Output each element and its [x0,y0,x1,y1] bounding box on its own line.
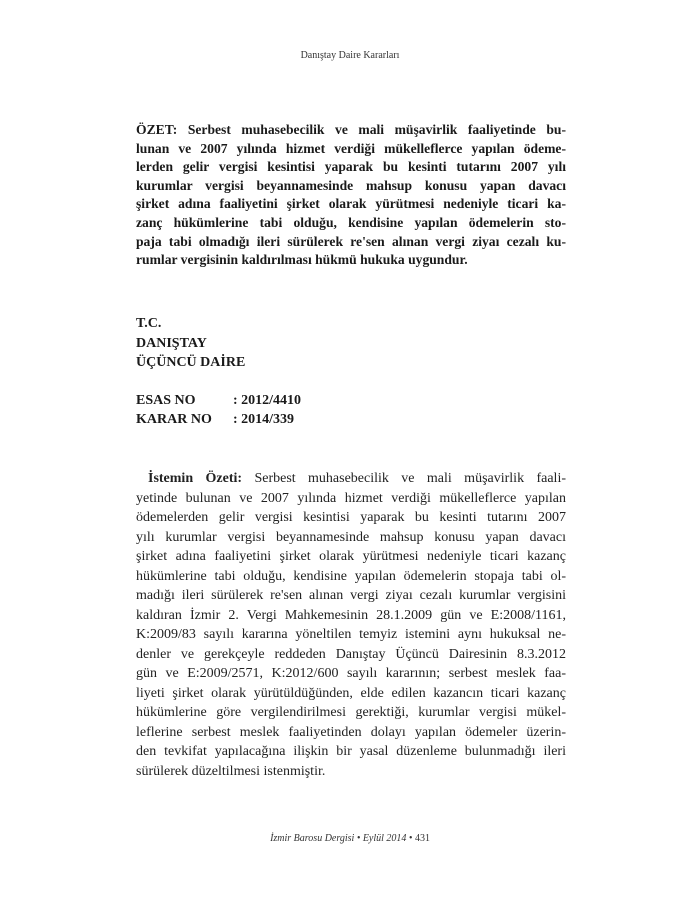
text-line: hükümlerine tabi olduğu, kendisine yapılan ödemelerin stopaja tabi ol- [136,568,566,584]
text-line: madığı ileri sürülerek re'sen alınan vergi ziyaı cezalı kurumlar vergisini [136,588,566,603]
court-heading [136,314,566,373]
summary-paragraph [136,121,566,270]
text-line: kaldıran İzmir 2. Vergi Mahkemesinin 28.1.2009 gün ve E:2008/1161, [136,607,566,623]
text-line: lerden gelir vergisi kesintisi yaparak bu kesinti tutarını 2007 yılı [136,159,566,175]
esas-label: ESAS NO [136,393,196,408]
text-line: rumlar vergisinin kaldırılması hükmü hukuka uygundur. [136,252,468,268]
text-line: zanç hükümlerine tabi olduğu, kendisine yapılan ödemelerin sto- [136,214,566,230]
text-line [136,469,566,489]
text-line: hükümlerine göre vergilendirilmesi gerektiği, kurumlar vergisi mükel- [136,705,566,720]
text-line: kurumlar vergisi beyannamesinde mahsup konusu yapan davacı [136,177,566,193]
text-line: sürülerek düzeltilmesi istenmiştir. [136,763,326,779]
page-footer [0,833,700,844]
text-line: paja tabi olmadığı ileri sürülerek re'sen alınan vergi ziyaı cezalı ku- [136,233,566,249]
page-number: 431 [414,833,430,844]
text-line: leflerine serbest meslek faaliyetinden dolayı yapılan ödemeler üzerin- [136,724,566,740]
text-line: şirket adına faaliyetini şirket olarak yürütmesi nedeniyle ticari ka- [136,196,566,212]
court-line-daire: ÜÇÜNCÜ DAİRE [136,355,246,370]
journal-name: İzmir Barosu Dergisi • Eylül 2014 • [270,833,413,844]
text-line: yetinde bulunan ve 2007 yılında hizmet verdiği mükelleflerce yapılan [136,490,566,506]
lead-text: Serbest muhasebecilik ve mali müşavirlik faali- [242,471,566,486]
lead-label: İstemin Özeti: [148,471,243,486]
karar-label: KARAR NO [136,412,212,427]
case-numbers [136,391,566,429]
court-line-danistay: DANIŞTAY [136,335,207,351]
text-line: lunan ve 2007 yılında hizmet verdiği mükelleflerce yapılan ödeme- [136,140,566,156]
text-line: liyeti şirket olarak yürütüldüğünden, elde edilen kazancın ticari kazanç [136,685,566,701]
running-header: Danıştay Daire Kararları [300,50,400,61]
karar-value: : 2014/339 [233,412,295,427]
text-line: den tevkifat yapılacağına ilişkin bir yasal düzenleme bulunmadığı ileri [136,744,566,759]
text-line: K:2009/83 sayılı kararına yöneltilen temyiz istemini aynı hukuksal ne- [136,627,566,642]
esas-value: : 2012/4410 [233,393,302,408]
text-line: yılı kurumlar vergisi beyannamesinde mahsup konusu yapan davacı [136,529,566,545]
text-line: şirket adına faaliyetini şirket olarak yürütmesi nedeniyle ticari kazanç [136,549,566,564]
court-line-tc: T.C. [136,316,162,331]
body-paragraph [136,469,566,781]
text-line: ÖZET: Serbest muhasebecilik ve mali müşavirlik faaliyetinde bu- [136,122,566,137]
text-line: gün ve E:2009/2571, K:2012/600 sayılı kararının; serbest meslek faa- [136,666,566,681]
text-line: denler ve gerekçeyle reddeden Danıştay Üçüncü Dairesinin 8.3.2012 [136,646,566,662]
text-line: ödemelerden gelir vergisi kesintisi yaparak bu kesinti tutarını 2007 [136,510,566,525]
